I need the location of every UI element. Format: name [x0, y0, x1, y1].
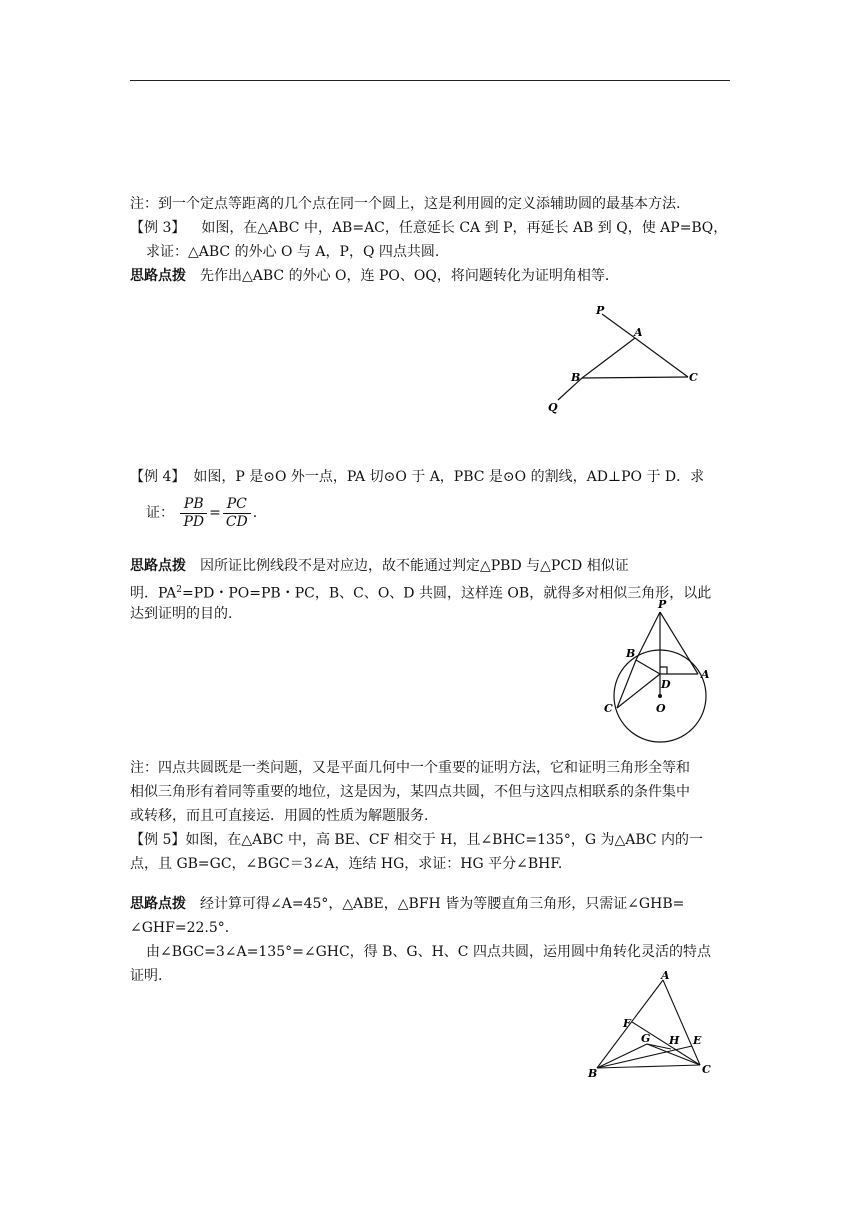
fraction-PC-CD — [223, 496, 251, 531]
point-G-label: G — [641, 1032, 651, 1045]
point-F-label: F — [623, 1017, 631, 1030]
point-B-label: B — [626, 647, 636, 660]
example-4-formula — [146, 494, 257, 532]
note-2-line-1: 注：四点共圆既是一类问题，又是平面几何中一个重要的证明方法，它和证明三角形全等和 — [130, 760, 690, 776]
example-3-line-2: 求证：△ABC 的外心 O 与 A，P，Q 四点共圆. — [146, 244, 440, 260]
segment-BC — [582, 377, 688, 378]
segment-PB — [636, 612, 660, 660]
example-5-hint-2: ∠GHF=22.5°． — [130, 920, 239, 936]
point-H-label: H — [669, 1034, 680, 1047]
point-P-label: P — [658, 598, 667, 611]
segment-AB — [582, 338, 635, 378]
example-4-label: 【例 4】 — [130, 469, 186, 485]
point-E-label: E — [693, 1034, 702, 1047]
point-Q-label: Q — [548, 401, 558, 414]
hint-2-part-a: 明．PA — [130, 585, 177, 602]
point-C-label: C — [604, 702, 613, 715]
example-5-label: 【例 5】 — [130, 832, 186, 848]
center-point-O — [658, 694, 662, 698]
hint-2-part-b: =PD・PO=PB・PC，B、C、O、D 共圆，这样连 OB，就得多对相似三角形，以此 — [181, 585, 712, 602]
hint-label: 思路点拨 — [130, 896, 186, 912]
example-3-figure — [540, 300, 720, 425]
example-5-figure — [585, 969, 720, 1084]
point-B-label: B — [588, 1067, 598, 1080]
example-5-line-1 — [130, 830, 703, 850]
example-3-text-1: 如图，在△ABC 中，AB=AC，任意延长 CA 到 P，再延长 AB 到 Q，使 AP=BQ， — [201, 220, 728, 236]
point-B-label: B — [571, 371, 581, 384]
example-3-line-1 — [130, 218, 727, 238]
point-C-label: C — [702, 1063, 711, 1076]
example-4-hint-1 — [130, 556, 629, 576]
segment-BC — [597, 1065, 700, 1068]
hint-text: 先作出△ABC 的外心 O，连 PO、OQ，将问题转化为证明角相等. — [200, 268, 610, 284]
hint-label: 思路点拨 — [130, 268, 186, 284]
fraction-2-denominator: CD — [225, 513, 248, 530]
segment-PA — [660, 612, 698, 674]
equals-sign: = — [209, 505, 221, 521]
hint-text: 经计算可得∠A=45°，△ABE，△BFH 皆为等腰直角三角形，只需证∠GHB= — [200, 896, 685, 912]
example-5-text-1: 如图，在△ABC 中，高 BE、CF 相交于 H，且∠BHC=135°，G 为△ABC 内的一 — [185, 832, 704, 848]
example-3-label: 【例 3】 — [130, 220, 186, 236]
right-angle-mark — [660, 667, 667, 674]
example-4-figure — [598, 600, 728, 750]
point-A-label: A — [701, 668, 710, 681]
point-C-label: C — [689, 371, 698, 384]
segment-PA — [602, 314, 635, 338]
note-1: 注：到一个定点等距离的几个点在同一个圆上，这是利用圆的定义添辅助圆的最基本方法. — [130, 196, 681, 212]
fraction-PB-PD — [180, 496, 207, 531]
header-rule — [130, 80, 730, 81]
example-5-hint-1 — [130, 894, 684, 914]
segment-BG — [597, 1044, 647, 1068]
point-A-label: A — [661, 969, 670, 982]
example-3-hint — [130, 266, 609, 286]
prove-label: 证： — [146, 505, 174, 521]
hint-label: 思路点拨 — [130, 558, 186, 574]
note-2-line-3: 或转移，而且可直接运．用圆的性质为解题服务. — [130, 808, 429, 824]
example-5-hint-3: 由∠BGC=3∠A=135°=∠GHC，得 B、G、H、C 四点共圆，运用圆中角转化灵活的特点 — [146, 944, 711, 960]
fraction-1-denominator: PD — [183, 513, 205, 530]
formula-period: . — [252, 505, 258, 521]
example-4-line-1 — [130, 467, 704, 487]
segment-BD — [636, 660, 660, 674]
note-2-line-2: 相似三角形有着同等重要的地位，这是因为，某四点共圆，不但与这四点相联系的条件集中 — [130, 784, 690, 800]
point-A-label: A — [634, 326, 643, 339]
point-O-label: O — [656, 702, 666, 715]
hint-text: 因所证比例线段不是对应边，故不能通过判定△PBD 与△PCD 相似证 — [200, 558, 629, 574]
fraction-1-numerator: PB — [180, 496, 207, 514]
example-4-hint-3: 达到证明的目的. — [130, 606, 233, 622]
example-5-hint-4: 证明. — [130, 968, 163, 984]
fraction-2-numerator: PC — [223, 496, 251, 514]
example-5-line-2: 点，且 GB=GC，∠BGC＝3∠A，连结 HG，求证：HG 平分∠BHF. — [130, 856, 563, 872]
point-D-label: D — [661, 678, 671, 691]
hint-2-superscript: 2 — [176, 585, 182, 595]
segment-AC — [635, 338, 688, 377]
example-4-text-1: 如图，P 是⊙O 外一点，PA 切⊙O 于 A，PBC 是⊙O 的割线，AD⊥PO 于 D．求 — [193, 469, 705, 485]
point-P-label: P — [596, 304, 605, 317]
